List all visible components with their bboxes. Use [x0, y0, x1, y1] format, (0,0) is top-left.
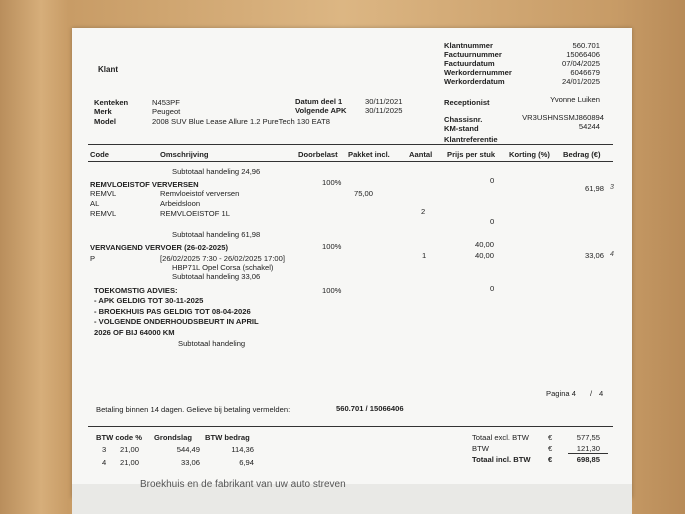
- datum-deel1-value: 30/11/2021: [365, 97, 403, 106]
- group1-row1-desc: Remvloeistof verversen: [160, 189, 240, 198]
- footer-text: Broekhuis en de fabrikant van uw auto streven: [140, 479, 346, 490]
- advice-line-1: - APK GELDIG TOT 30-11-2025: [94, 296, 204, 305]
- group1-row3-price: 0: [490, 217, 495, 226]
- km-value: 54244: [578, 122, 600, 131]
- km-label: KM-stand: [444, 124, 479, 133]
- group2-title: VERVANGEND VERVOER (26-02-2025): [90, 243, 229, 252]
- chassis-value: VR3USHNSSMJ860894: [522, 113, 604, 122]
- meta-label-werkorderdatum: Werkorderdatum: [444, 77, 505, 86]
- meta-value-factuurnummer: 15066406: [566, 50, 600, 59]
- customer-label: Klant: [98, 65, 118, 74]
- group1-row2-desc: Arbeidsloon: [160, 199, 201, 208]
- meta-label-klantnummer: Klantnummer: [444, 41, 493, 50]
- apk-label: Volgende APK: [295, 106, 347, 115]
- payment-reference: 560.701 / 15066406: [336, 404, 404, 413]
- vat-row2-bedrag: 6,94: [239, 458, 254, 467]
- group2-code: P: [90, 254, 96, 263]
- btw-currency: €: [548, 444, 553, 453]
- group2-amount: 33,06: [584, 251, 604, 260]
- col-doorbelast: Doorbelast: [298, 150, 338, 159]
- model-value: 2008 SUV Blue Lease Allure 1.2 PureTech 130 EAT8: [152, 117, 331, 126]
- meta-value-klantnummer: 560.701: [572, 41, 600, 50]
- total-incl-currency: €: [548, 455, 553, 464]
- apk-value: 30/11/2025: [365, 106, 403, 115]
- group1-row1-code: REMVL: [90, 189, 117, 198]
- col-aantal: Aantal: [409, 150, 433, 159]
- vat-col-code: BTW code %: [96, 433, 142, 442]
- vat-col-grondslag: Grondslag: [154, 433, 192, 442]
- group2-doorbelast: 100%: [322, 242, 342, 251]
- divider-vat: [88, 426, 613, 427]
- group3-doorbelast: 100%: [322, 286, 342, 295]
- total-incl-label: Totaal incl. BTW: [472, 455, 531, 464]
- model-label: Model: [94, 117, 116, 126]
- group2-desc2: HBP71L Opel Corsa (schakel): [172, 263, 274, 272]
- page-separator: /: [590, 389, 593, 398]
- group2-desc1: [26/02/2025 7:30 - 26/02/2025 17:00]: [160, 254, 285, 263]
- subtotal-2: Subtotaal handeling 61,98: [172, 230, 261, 239]
- group1-row3-desc: REMVLOEISTOF 1L: [160, 209, 230, 218]
- page-total: 4: [599, 389, 604, 398]
- meta-value-werkordernummer: 6046679: [570, 68, 600, 77]
- kenteken-label: Kenteken: [94, 98, 129, 107]
- advice-line-2: - BROEKHUIS PAS GELDIG TOT 08-04-2026: [94, 307, 251, 316]
- merk-value: Peugeot: [152, 107, 181, 116]
- subtotal-1: Subtotaal handeling 24,96: [172, 167, 261, 176]
- receptionist-label: Receptionist: [444, 98, 490, 107]
- meta-label-factuurnummer: Factuurnummer: [444, 50, 502, 59]
- meta-label-factuurdatum: Factuurdatum: [444, 59, 495, 68]
- kenteken-value: N453PF: [152, 98, 180, 107]
- btw-label: BTW: [472, 444, 489, 453]
- divider-header: [88, 161, 613, 162]
- group2-price1: 40,00: [475, 240, 495, 249]
- col-korting: Korting (%): [509, 150, 550, 159]
- total-incl-value: 698,85: [576, 455, 600, 464]
- receptionist-value: Yvonne Luiken: [550, 95, 600, 104]
- total-excl-currency: €: [548, 433, 553, 442]
- col-bedrag: Bedrag (€): [563, 150, 601, 159]
- col-omschrijving: Omschrijving: [160, 150, 209, 159]
- chassis-label: Chassisnr.: [444, 115, 483, 124]
- klantreferentie-label: Klantreferentie: [444, 135, 498, 144]
- datum-deel1-label: Datum deel 1: [295, 97, 343, 106]
- invoice-page: [72, 28, 632, 498]
- vat-row1-code: 3: [102, 445, 107, 454]
- group1-row3-code: REMVL: [90, 209, 117, 218]
- vat-row2-grondslag: 33,06: [180, 458, 200, 467]
- vat-row1-bedrag: 114,36: [231, 445, 254, 454]
- group2-price2: 40,00: [475, 251, 495, 260]
- meta-value-factuurdatum: 07/04/2025: [561, 59, 600, 68]
- total-underline: [568, 453, 608, 454]
- handwritten-mark-4: 4: [610, 251, 614, 258]
- group1-price: 0: [490, 176, 495, 185]
- divider-top: [88, 144, 613, 145]
- total-excl-label: Totaal excl. BTW: [472, 433, 529, 442]
- vat-row2-pct: 21,00: [120, 458, 140, 467]
- subtotal-4: Subtotaal handeling: [178, 339, 246, 348]
- group1-doorbelast: 100%: [322, 178, 342, 187]
- vat-row1-grondslag: 544,49: [176, 445, 200, 454]
- group3-title: TOEKOMSTIG ADVIES:: [94, 286, 178, 295]
- col-code: Code: [90, 150, 109, 159]
- vat-row1-pct: 21,00: [120, 445, 140, 454]
- group1-row3-qty: 2: [421, 207, 426, 216]
- group2-qty: 1: [422, 251, 427, 260]
- group1-amount: 61,98: [584, 184, 604, 193]
- handwritten-mark-3: 3: [610, 184, 614, 191]
- meta-value-werkorderdatum: 24/01/2025: [561, 77, 600, 86]
- payment-text: Betaling binnen 14 dagen. Gelieve bij betaling vermelden:: [96, 405, 291, 414]
- group1-row1-pakket: 75,00: [354, 189, 374, 198]
- group1-title: REMVLOEISTOF VERVERSEN: [90, 180, 199, 189]
- advice-line-3: - VOLGENDE ONDERHOUDSBEURT IN APRIL: [94, 317, 259, 326]
- total-excl-value: 577,55: [576, 433, 600, 442]
- vat-col-bedrag: BTW bedrag: [205, 433, 250, 442]
- merk-label: Merk: [94, 107, 112, 116]
- group3-price: 0: [490, 284, 495, 293]
- vat-row2-code: 4: [102, 458, 107, 467]
- group1-row2-code: AL: [90, 199, 100, 208]
- meta-label-werkordernummer: Werkordernummer: [444, 68, 512, 77]
- col-pakket: Pakket incl.: [348, 150, 390, 159]
- page-label: Pagina 4: [546, 389, 576, 398]
- col-prijs: Prijs per stuk: [447, 150, 496, 159]
- btw-value: 121,30: [576, 444, 600, 453]
- advice-line-4: 2026 OF BIJ 64000 KM: [94, 328, 175, 337]
- subtotal-3: Subtotaal handeling 33,06: [172, 272, 261, 281]
